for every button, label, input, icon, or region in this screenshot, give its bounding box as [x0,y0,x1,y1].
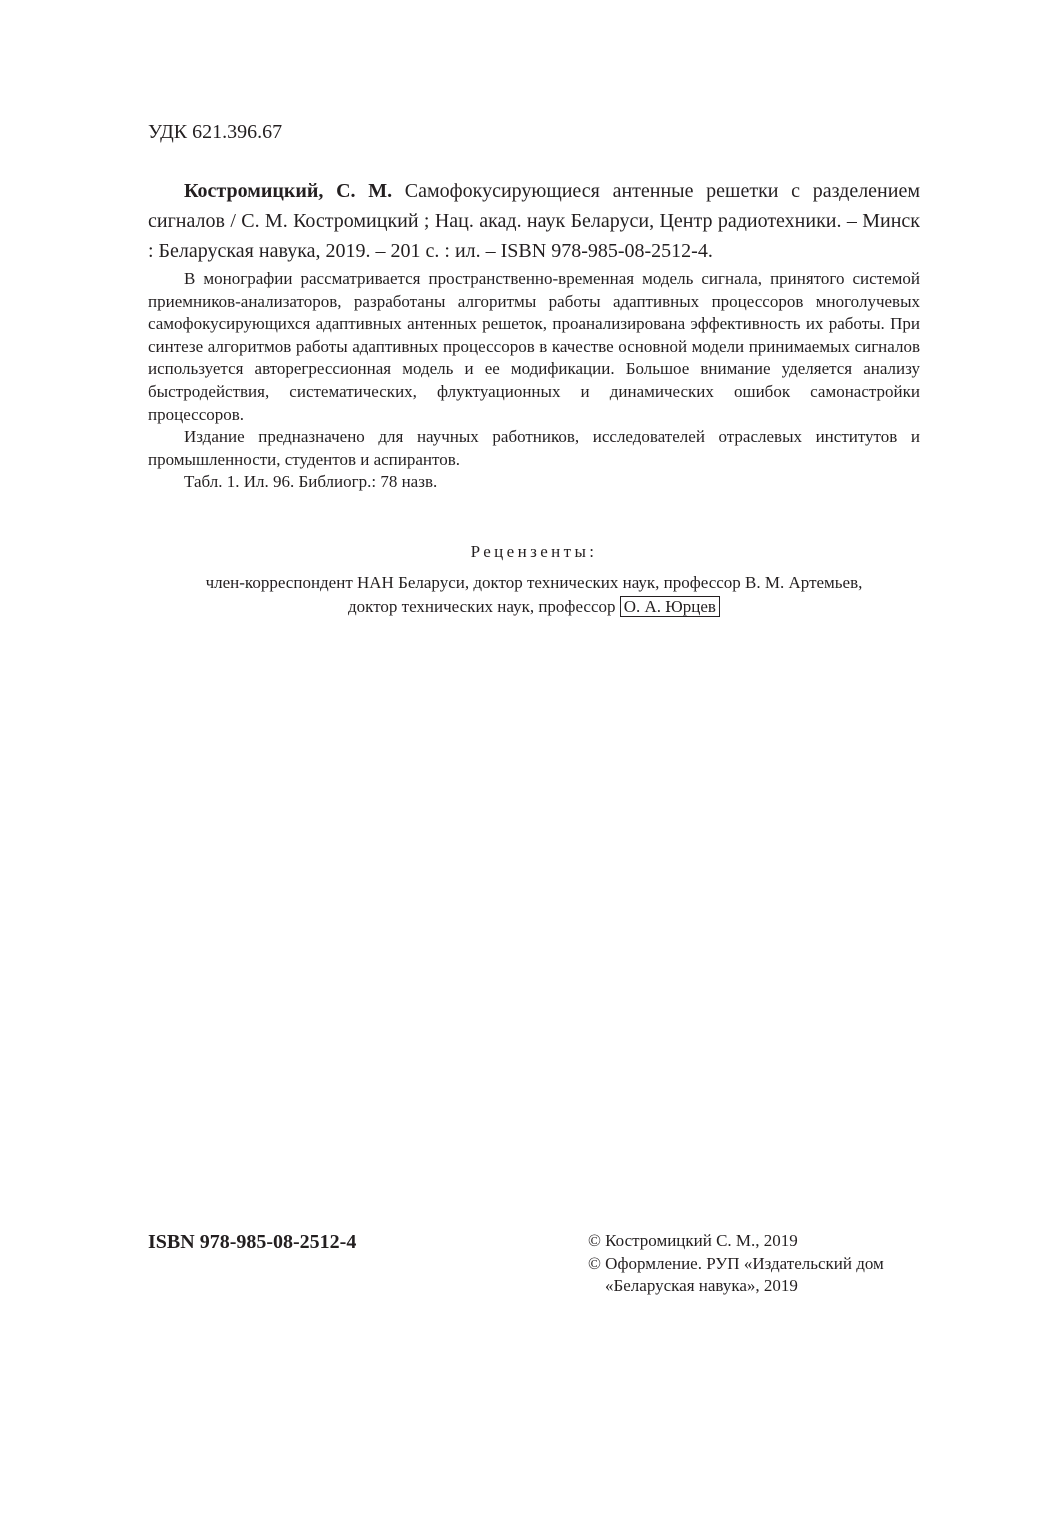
copyright-author: © Костромицкий С. М., 2019 [588,1231,798,1250]
isbn: ISBN 978-985-08-2512-4 [148,1231,357,1253]
abstract-paragraph: В монографии рассматривается пространственно-временная модель сигнала, принятого системой приемников-анализаторов, разработаны алгоритмы работы адаптивных процессоров многолучевых самофокусирующихся адаптивных антенных решеток, проанализирована эффективность их работы. При синтезе алгоритмов работы адаптивных процессоров в качестве основной модели принимаемых сигналов используется авторегрессионная модель и ее модификации. Большое внимание уделяется анализу быстродействия, систематических, флуктуационных и динамических ошибок самонастройки процессоров. [148,269,920,424]
copyright-block [588,1230,928,1298]
udk-code: УДК 621.396.67 [148,121,283,143]
bibliographic-entry [148,176,920,266]
reviewer-2-title: доктор технических наук, профессор [348,597,620,616]
bibliographic-description: Самофокусирующиеся антенные решетки с разделением сигналов / С. М. Костромицкий ; Нац. акад. наук Беларуси, Центр радиотехники. – Минск : Беларуская навука, 2019. – 201 с. : ил. – ISBN 978-985-08-2512-4. [148,180,920,262]
abstract [148,268,920,494]
stats-paragraph: Табл. 1. Ил. 96. Библиогр.: 78 назв. [184,472,438,492]
reviewers-list [148,571,920,619]
reviewers-title: Рецензенты: [470,542,598,561]
audience-paragraph: Издание предназначено для научных работников, исследователей отраслевых институтов и промышленности, студентов и аспирантов. [148,427,920,469]
copyright-design: © Оформление. РУП «Издательский дом [588,1253,884,1273]
copyright-publisher: «Беларуская навука», 2019 [605,1276,798,1295]
reviewer-1: член-корреспондент НАН Беларуси, доктор технических наук, профессор В. М. Артемьев, [205,573,863,592]
reviewer-2-name: О. А. Юрцев [620,596,720,617]
reviewer-2 [148,595,920,619]
author-name: Костромицкий, С. М. [184,180,393,202]
